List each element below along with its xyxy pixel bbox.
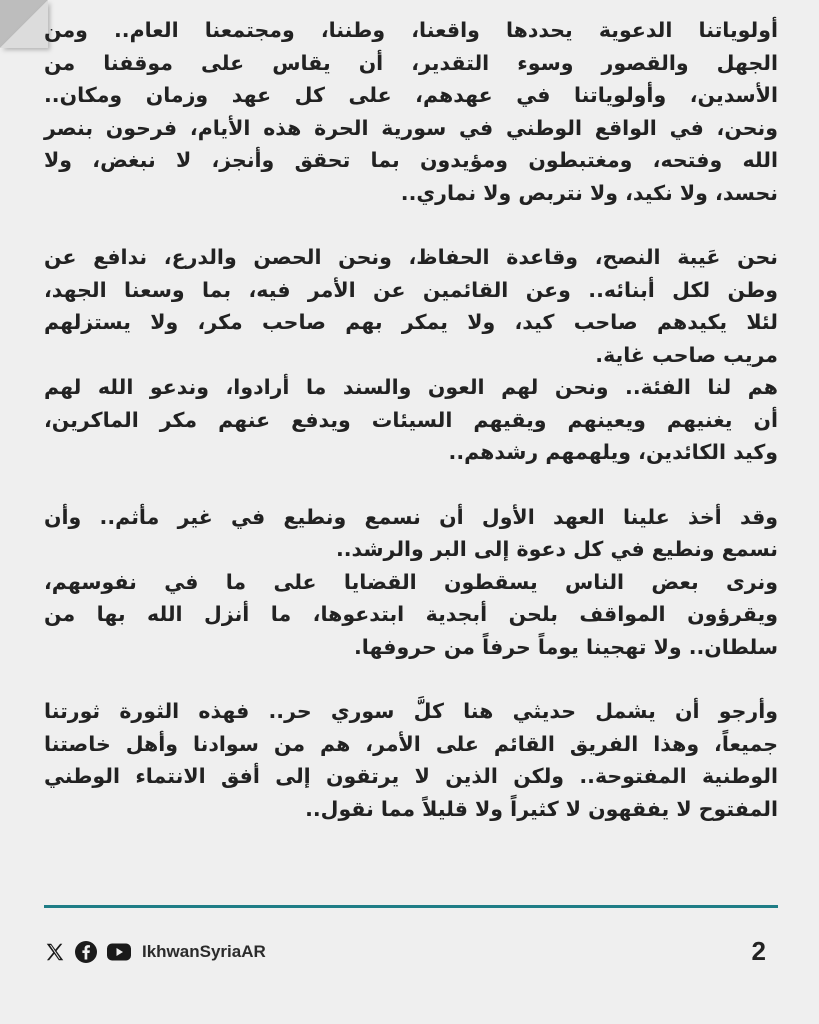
text-line: أن يغنيهم ويعينهم ويقيهم السيئات ويدفع عنهم مكر الماكرين، bbox=[44, 407, 778, 432]
facebook-icon[interactable] bbox=[74, 940, 98, 964]
text-line: نحسد، ولا نكيد، ولا نتربص ولا نماري.. bbox=[400, 180, 778, 205]
paragraph bbox=[44, 501, 778, 664]
text-line: ونحن، في الواقع الوطني في سورية الحرة هذه الأيام، فرحون بنصر bbox=[44, 115, 778, 140]
text-line: وقد أخذ علينا العهد الأول أن نسمع ونطيع في غير مأثم.. وأن bbox=[44, 504, 778, 529]
paragraph bbox=[44, 695, 778, 825]
x-icon[interactable] bbox=[44, 941, 66, 963]
article-body bbox=[44, 14, 778, 825]
text-line: ويقرؤون المواقف بلحن أبجدية ابتدعوها، ما أنزل الله بها من bbox=[44, 602, 778, 626]
text-line: مريب صاحب غاية. bbox=[595, 342, 778, 367]
social-links bbox=[44, 940, 266, 964]
text-line: أولوياتنا الدعوية يحددها واقعنا، وطننا، ومجتمعنا العام.. ومن bbox=[44, 18, 778, 42]
text-line: الأسدين، وأولوياتنا في عهدهم، على كل عهد وزمان ومكان.. bbox=[44, 83, 778, 107]
paragraph bbox=[44, 14, 778, 209]
text-line: الوطنية المفتوحة.. ولكن الذين لا يرتقون إلى أفق الانتماء الوطني bbox=[44, 764, 778, 788]
social-handle[interactable]: IkhwanSyriaAR bbox=[142, 942, 266, 961]
text-line: هم لنا الفئة.. ونحن لهم العون والسند ما أرادوا، وندعو الله لهم bbox=[44, 375, 778, 399]
text-line: وطن لكل أبنائه.. وعن القائمين عن الأمر فيه، بما وسعنا الجهد، bbox=[44, 277, 778, 302]
text-line: سلطان.. ولا تهجينا يوماً حرفاً من حروفها. bbox=[354, 634, 778, 659]
text-line: الجهل والقصور وسوء التقدير، أن يقاس على موقفنا من bbox=[44, 50, 778, 75]
text-line: وأرجو أن يشمل حديثي هنا كلَّ سوري حر.. فهذه الثورة ثورتنا bbox=[44, 699, 778, 723]
page-number: 2 bbox=[751, 936, 766, 966]
text-line: جميعاً، وهذا الفريق القائم على الأمر، هم من سوادنا وأهل خاصتنا bbox=[44, 731, 778, 756]
text-line: ونرى بعض الناس يسقطون القضايا على ما في نفوسهم، bbox=[44, 569, 778, 594]
footer bbox=[44, 936, 778, 972]
text-line: نسمع ونطيع في كل دعوة إلى البر والرشد.. bbox=[335, 537, 778, 561]
divider bbox=[44, 905, 778, 908]
text-line: وكيد الكائدين، ويلهمهم رشدهم.. bbox=[448, 440, 778, 464]
text-line: الله وفتحه، ومغتبطون ومؤيدون بما تحقق وأنجز، لا نبغض، ولا bbox=[44, 148, 778, 172]
paragraph bbox=[44, 241, 778, 469]
page-curl-icon bbox=[0, 0, 48, 48]
text-line: المفتوح لا يفقهون لا كثيراً ولا قليلاً مما نقول.. bbox=[305, 796, 778, 821]
youtube-icon[interactable] bbox=[106, 942, 132, 962]
text-line: لئلا يكيدهم صاحب كيد، ولا يمكر بهم صاحب مكر، ولا يستزلهم bbox=[44, 310, 778, 334]
text-line: نحن عَيبة النصح، وقاعدة الحفاظ، ونحن الحصن والدرع، ندافع عن bbox=[44, 245, 778, 269]
